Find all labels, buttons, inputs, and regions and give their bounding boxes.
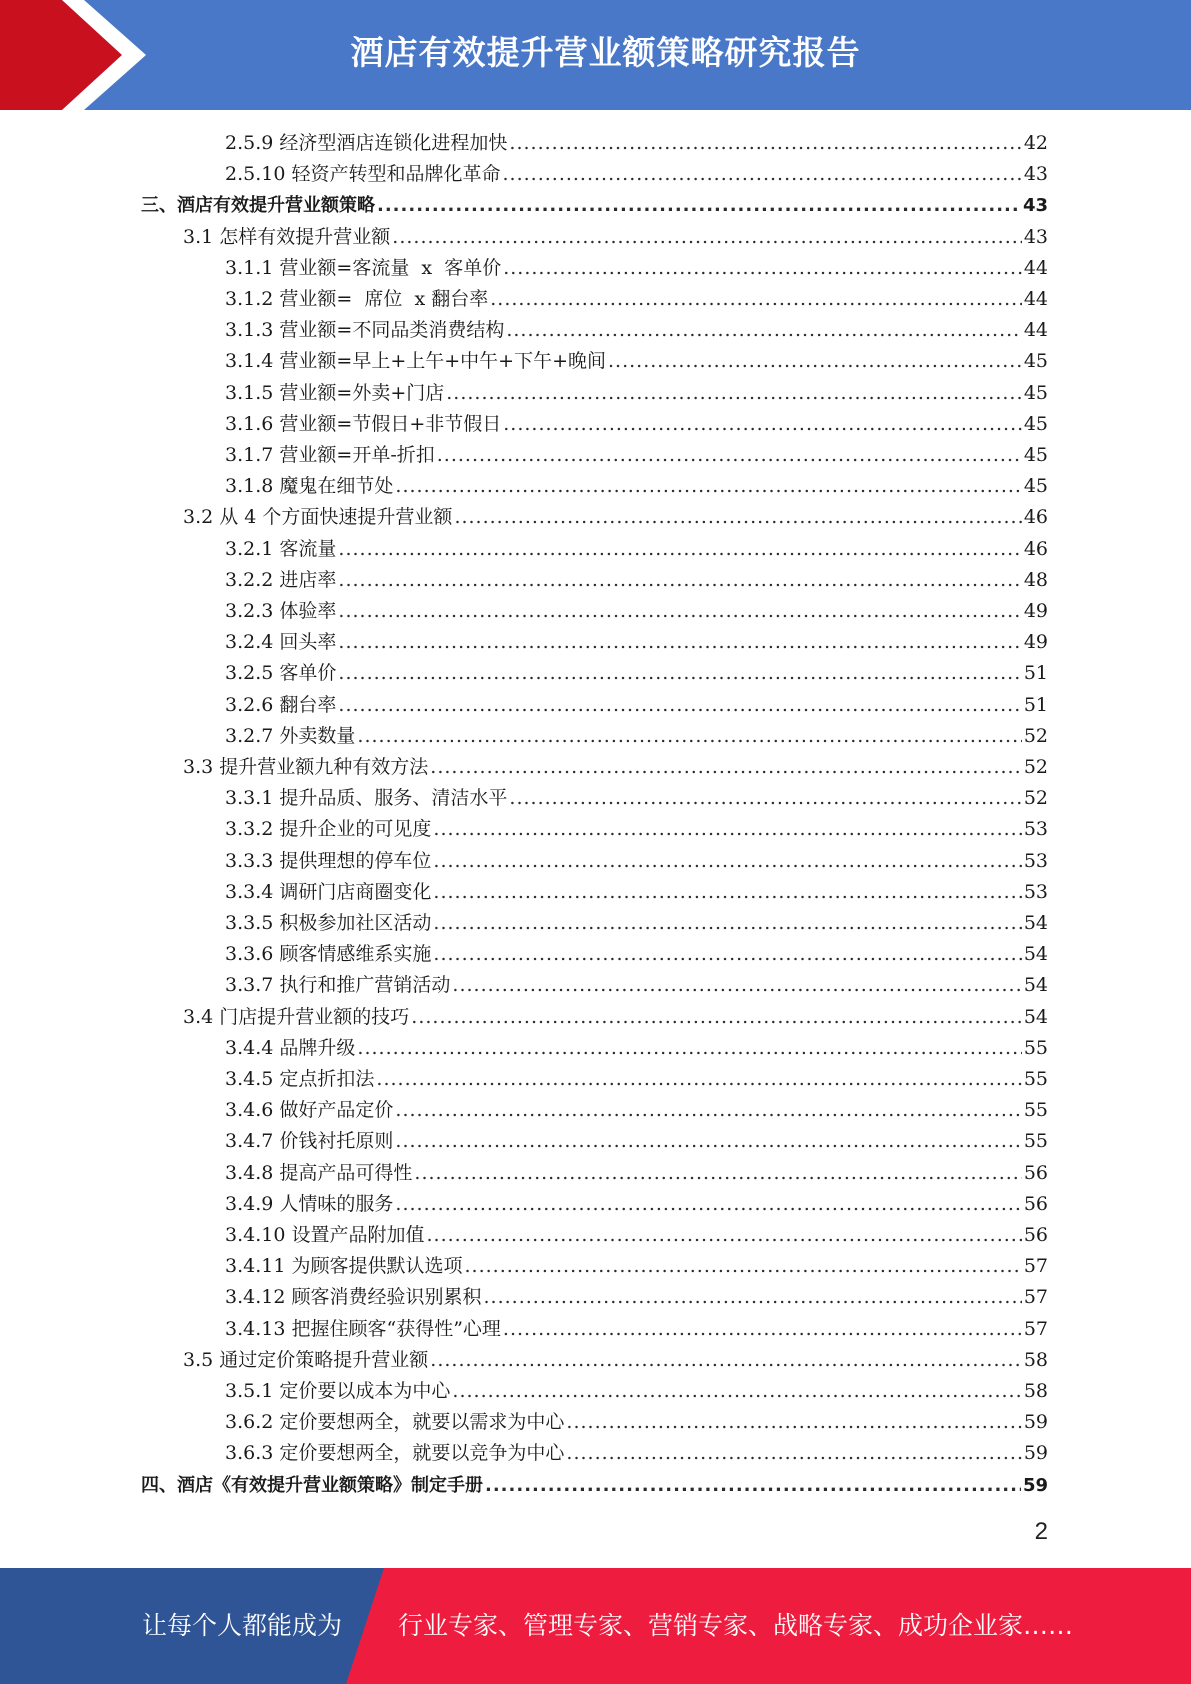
toc-dot-leader [566,1407,1021,1438]
toc-entry-page: 58 [1023,1380,1048,1402]
toc-entry-title: 顾客情感维系实施 [279,943,432,966]
toc-entry-page: 59 [1022,1474,1048,1496]
toc-entry-page: 52 [1023,724,1048,747]
toc-entry-page: 45 [1023,444,1048,466]
toc-entry-title: 魔鬼在细节处 [279,475,394,498]
toc-entry-page: 43 [1022,195,1048,217]
toc-entry-number: 3.2 [183,506,214,529]
toc-entry-page: 56 [1023,1161,1048,1184]
toc-entry[interactable] [225,346,1048,377]
toc-entry-number: 3.3.7 [225,974,274,997]
page-header [0,0,1191,110]
toc-entry-number: 3.5 [183,1348,214,1371]
toc-entry[interactable] [225,1064,1048,1095]
toc-dot-leader [485,1470,1021,1501]
toc-entry-page: 46 [1023,537,1048,560]
toc-entry-number: 3.4.12 [225,1286,286,1309]
toc-dot-leader [503,409,1022,440]
toc-dot-leader [433,877,1021,908]
toc-entry-number: 3.4.11 [225,1255,286,1278]
toc-entry-page: 45 [1023,381,1048,404]
toc-dot-leader [446,378,1022,409]
toc-entry-number: 3.4.6 [225,1099,274,1122]
toc-entry-number: 3.5.1 [225,1380,274,1402]
toc-dot-leader [395,1126,1021,1157]
toc-dot-leader [338,658,1021,689]
toc-dot-leader [509,783,1021,814]
toc-entry-title: 翻台率 [279,693,337,716]
toc-entry[interactable] [225,846,1048,877]
toc-dot-leader [490,284,1022,315]
toc-entry-page: 49 [1023,600,1048,622]
toc-entry-title: 客流量 [279,537,337,560]
toc-entry[interactable] [225,814,1048,845]
toc-dot-leader [452,1376,1021,1407]
toc-entry-page: 55 [1023,1130,1048,1153]
toc-entry-title: 外卖数量 [279,724,356,747]
toc-entry-title: 顾客消费经验识别累积 [291,1286,482,1309]
toc-dot-leader [608,346,1022,377]
toc-entry[interactable] [183,1345,1048,1376]
toc-dot-leader [395,471,1021,502]
toc-entry-page: 57 [1023,1286,1048,1309]
toc-entry-number: 2.5.10 [225,163,286,186]
toc-entry-number: 3.3.2 [225,818,274,841]
toc-dot-leader [452,970,1021,1001]
toc-dot-leader [437,440,1022,471]
toc-entry-title: 进店率 [279,568,337,591]
toc-entry-title: 轻资产转型和品牌化革命 [291,163,501,186]
toc-entry-page: 56 [1023,1192,1048,1215]
toc-entry-page: 53 [1023,849,1048,872]
toc-dot-leader [377,190,1021,221]
toc-dot-leader [433,846,1021,877]
toc-entry-title: 积极参加社区活动 [279,912,432,934]
toc-entry-number: 三、 [141,195,177,217]
toc-dot-leader [454,502,1021,533]
toc-entry[interactable] [183,222,1048,253]
toc-entry-title: 营业额=客流量 x 客单价 [279,256,502,279]
toc-entry[interactable] [225,1189,1048,1220]
toc-entry-number: 3.3 [183,756,214,778]
toc-entry-title: 为顾客提供默认选项 [291,1255,463,1278]
toc-entry[interactable] [225,128,1048,159]
toc-entry-number: 3.4.4 [225,1036,274,1059]
toc-entry[interactable] [183,502,1048,533]
toc-entry[interactable] [225,1376,1048,1407]
toc-entry[interactable] [225,159,1048,190]
toc-entry-number: 3.1.6 [225,412,274,435]
toc-entry-title: 人情味的服务 [279,1192,394,1215]
toc-dot-leader [430,752,1022,783]
toc-entry[interactable] [225,1095,1048,1126]
toc-entry-page: 52 [1023,787,1048,810]
toc-entry[interactable] [225,1033,1048,1064]
toc-entry-title: 定价要想两全，就要以竞争为中心 [279,1442,565,1465]
toc-entry[interactable] [225,471,1048,502]
toc-dot-leader [427,1220,1022,1251]
toc-entry[interactable] [225,1251,1048,1282]
toc-dot-leader [392,222,1022,253]
toc-entry-number: 3.3.4 [225,880,274,903]
toc-entry-number: 3.2.5 [225,662,274,685]
toc-entry[interactable] [225,690,1048,721]
toc-entry-number: 3.2.4 [225,631,274,654]
toc-entry[interactable] [183,752,1048,783]
toc-dot-leader [376,1064,1021,1095]
toc-entry[interactable] [225,534,1048,565]
toc-entry-page: 49 [1023,631,1048,654]
toc-entry[interactable] [183,1002,1048,1033]
toc-entry-page: 54 [1023,974,1048,997]
toc-dot-leader [566,1438,1021,1469]
toc-entry-title: 回头率 [279,631,337,654]
toc-entry[interactable] [225,1220,1048,1251]
toc-entry[interactable] [225,1158,1048,1189]
toc-dot-leader [465,1251,1022,1282]
toc-entry-number: 3.1.3 [225,319,274,342]
toc-entry[interactable] [225,315,1048,346]
toc-entry-title: 营业额=外卖+门店 [279,381,445,404]
toc-entry-title: 营业额= 席位 x 翻台率 [279,288,489,310]
toc-entry-title: 价钱衬托原则 [279,1130,394,1153]
toc-entry-page: 52 [1023,756,1048,778]
toc-entry-number: 3.2.7 [225,724,274,747]
toc-dot-leader [338,690,1021,721]
toc-entry-number: 3.3.3 [225,849,274,872]
toc-entry-title: 营业额=早上+上午+中午+下午+晚间 [279,350,607,373]
toc-dot-leader [430,1345,1022,1376]
toc-entry-page: 54 [1023,943,1048,966]
toc-entry[interactable] [225,970,1048,1001]
toc-entry-page: 45 [1023,412,1048,435]
toc-entry-number: 3.4.10 [225,1224,286,1246]
toc-entry-number: 3.1 [183,225,214,248]
toc-entry[interactable] [225,284,1048,315]
toc-entry-title: 品牌升级 [279,1036,356,1059]
toc-entry-number: 3.1.2 [225,288,274,310]
toc-entry-page: 44 [1023,256,1048,279]
toc-entry-title: 怎样有效提升营业额 [219,225,391,248]
toc-entry[interactable] [225,378,1048,409]
toc-entry-number: 3.3.1 [225,787,274,810]
toc-entry-page: 55 [1023,1099,1048,1122]
toc-entry[interactable] [225,939,1048,970]
toc-entry[interactable] [225,565,1048,596]
toc-entry-number: 3.4.7 [225,1130,274,1153]
toc-entry[interactable] [225,1438,1048,1469]
toc-entry-page: 54 [1023,1005,1048,1028]
toc-entry-number: 3.2.1 [225,537,274,560]
toc-entry-number: 3.1.7 [225,444,274,466]
toc-dot-leader [433,908,1021,939]
toc-entry-page: 51 [1023,693,1048,716]
toc-entry-number: 3.2.2 [225,568,274,591]
toc-entry-number: 3.6.3 [225,1442,274,1465]
toc-entry[interactable] [141,1470,1048,1501]
toc-entry-page: 59 [1023,1442,1048,1465]
toc-entry-title: 提高产品可得性 [279,1161,413,1184]
toc-entry[interactable] [225,783,1048,814]
toc-entry-page: 44 [1023,319,1048,342]
toc-entry[interactable] [225,253,1048,284]
toc-entry[interactable] [225,1126,1048,1157]
toc-entry-number: 3.3.5 [225,912,274,934]
toc-entry-title: 酒店有效提升营业额策略 [177,195,375,217]
toc-entry-page: 54 [1023,912,1048,934]
toc-entry-page: 46 [1023,506,1048,529]
toc-entry-number: 3.4.13 [225,1317,286,1340]
toc-entry-title: 提升营业额九种有效方法 [219,756,429,778]
toc-entry-number: 3.1.4 [225,350,274,373]
toc-entry-title: 通过定价策略提升营业额 [219,1348,429,1371]
toc-entry-title: 设置产品附加值 [291,1224,425,1246]
toc-entry-page: 56 [1023,1224,1048,1246]
toc-dot-leader [357,1033,1021,1064]
toc-entry-number: 3.6.2 [225,1411,274,1434]
toc-entry-page: 55 [1023,1036,1048,1059]
toc-entry[interactable] [225,658,1048,689]
toc-entry-number: 3.1.1 [225,256,274,279]
toc-entry[interactable] [225,409,1048,440]
toc-dot-leader [338,534,1021,565]
toc-entry-number: 3.4.5 [225,1068,274,1090]
toc-entry[interactable] [225,721,1048,752]
toc-entry[interactable] [225,908,1048,939]
toc-entry-page: 45 [1023,475,1048,498]
toc-entry-page: 42 [1023,132,1048,154]
toc-entry-title: 酒店《有效提升营业额策略》制定手册 [177,1474,483,1496]
toc-entry-number: 3.1.5 [225,381,274,404]
toc-dot-leader [503,253,1022,284]
toc-entry-title: 执行和推广营销活动 [279,974,451,997]
toc-entry-page: 51 [1023,662,1048,685]
toc-dot-leader [433,939,1021,970]
toc-entry-number: 2.5.9 [225,132,274,154]
page-footer [0,1568,1191,1684]
toc-dot-leader [395,1189,1021,1220]
toc-dot-leader [484,1282,1022,1313]
toc-dot-leader [338,596,1021,627]
toc-entry-page: 45 [1023,350,1048,373]
toc-dot-leader [433,814,1021,845]
toc-dot-leader [338,565,1021,596]
toc-entry[interactable] [141,190,1048,221]
page-number: 2 [1034,1518,1048,1545]
toc-entry-number: 3.2.3 [225,600,274,622]
toc-entry-title: 做好产品定价 [279,1099,394,1122]
toc-entry[interactable] [225,1314,1048,1345]
toc-entry-title: 营业额=不同品类消费结构 [279,319,505,342]
toc-entry-title: 定价要想两全，就要以需求为中心 [279,1411,565,1434]
toc-entry-number: 3.4 [183,1005,214,1028]
toc-entry-number: 3.2.6 [225,693,274,716]
toc-entry-page: 58 [1023,1348,1048,1371]
toc-entry[interactable] [225,596,1048,627]
toc-entry[interactable] [225,440,1048,471]
toc-dot-leader [338,627,1021,658]
toc-entry-number: 四、 [141,1474,177,1496]
toc-entry-title: 定点折扣法 [279,1068,375,1090]
toc-entry-page: 48 [1023,568,1048,591]
toc-entry-number: 3.1.8 [225,475,274,498]
toc-entry-title: 从 4 个方面快速提升营业额 [219,506,453,529]
toc-entry-title: 营业额=节假日+非节假日 [279,412,502,435]
toc-dot-leader [509,128,1021,159]
toc-entry-number: 3.4.9 [225,1192,274,1215]
toc-entry-page: 55 [1023,1068,1048,1090]
toc-entry-page: 57 [1023,1255,1048,1278]
toc-entry-page: 53 [1023,818,1048,841]
toc-entry-title: 定价要以成本为中心 [279,1380,451,1402]
toc-entry-page: 57 [1023,1317,1048,1340]
toc-dot-leader [414,1158,1021,1189]
toc-entry-title: 调研门店商圈变化 [279,880,432,903]
toc-entry-title: 客单价 [279,662,337,685]
toc-entry-page: 43 [1023,163,1048,186]
toc-dot-leader [503,1314,1022,1345]
toc-entry-page: 43 [1023,225,1048,248]
toc-dot-leader [506,315,1021,346]
toc-entry-title: 把握住顾客“获得性”心理 [291,1317,501,1340]
toc-entry-title: 提供理想的停车位 [279,849,432,872]
footer-slogan-right: 行业专家、管理专家、营销专家、战略专家、成功企业家…… [398,1611,1074,1640]
toc-entry-title: 提升企业的可见度 [279,818,432,841]
footer-slogan-left: 让每个人都能成为 [142,1611,343,1640]
toc-entry-title: 经济型酒店连锁化进程加快 [279,132,508,154]
toc-entry-page: 59 [1023,1411,1048,1434]
toc-dot-leader [395,1095,1021,1126]
document-title: 酒店有效提升营业额策略研究报告 [350,33,861,72]
toc-entry-number: 3.3.6 [225,943,274,966]
toc-entry[interactable] [225,627,1048,658]
toc-entry-page: 44 [1023,288,1048,310]
toc-dot-leader [357,721,1021,752]
toc-entry-title: 提升品质、服务、清洁水平 [279,787,508,810]
toc-entry-title: 门店提升营业额的技巧 [219,1005,410,1028]
toc-entry[interactable] [225,1282,1048,1313]
toc-entry[interactable] [225,877,1048,908]
toc-dot-leader [503,159,1022,190]
toc-entry-page: 53 [1023,880,1048,903]
toc-entry-number: 3.4.8 [225,1161,274,1184]
toc-entry-title: 体验率 [279,600,337,622]
toc-entry[interactable] [225,1407,1048,1438]
toc-dot-leader [411,1002,1022,1033]
toc-entry-title: 营业额=开单-折扣 [279,444,435,466]
